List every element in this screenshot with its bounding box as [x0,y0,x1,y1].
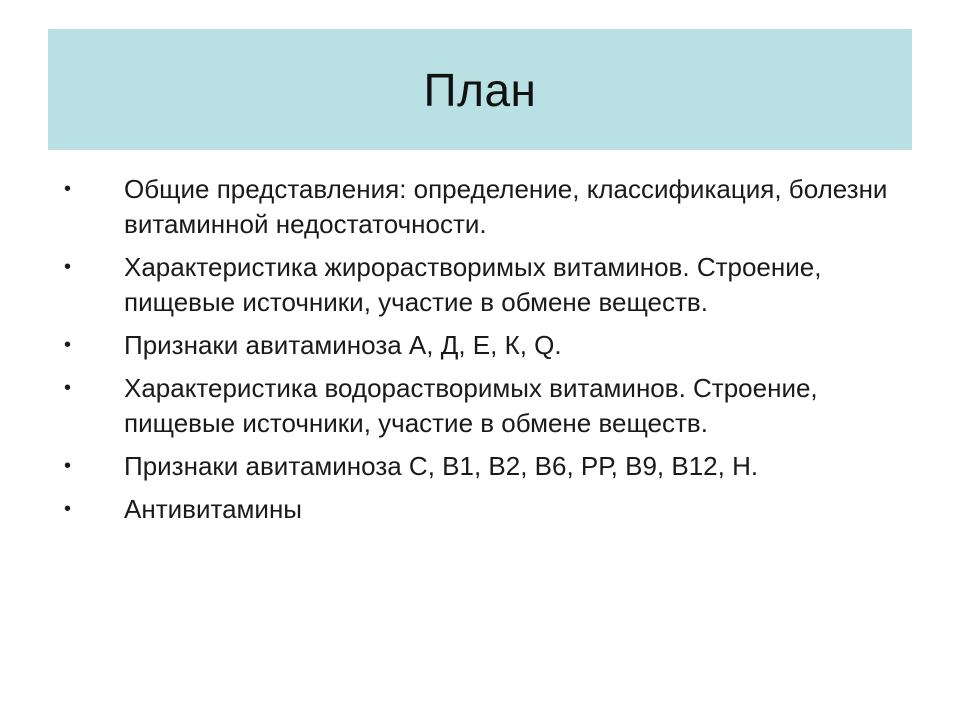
bullet-text: Характеристика жирорастворимых витаминов. Строение, пищевые источники, участие в обмене веществ. [124,252,822,317]
bullet-dot-icon: • [64,377,72,399]
bullet-dot-icon: • [64,178,72,200]
bullet-text: Антивитамины [124,494,302,524]
bullet-item-6 [60,492,920,527]
bullet-item-3 [60,328,920,363]
bullet-dot-icon: • [64,334,72,356]
bullet-item-1 [60,172,920,242]
bullet-text: Признаки авитаминоза С, В1, В2, В6, РР, В9, В12, Н. [124,451,759,481]
bullet-dot-icon: • [64,498,72,520]
bullet-item-5 [60,449,920,484]
bullet-list [60,172,920,535]
bullet-item-2 [60,250,920,320]
bullet-dot-icon: • [64,455,72,477]
title-bar [48,29,912,150]
bullet-item-4 [60,371,920,441]
bullet-text: Общие представления: определение, классификация, болезни витаминной недостаточности. [124,174,888,239]
bullet-text: Признаки авитаминоза А, Д, Е, К, Q. [124,330,562,360]
bullet-text: Характеристика водорастворимых витаминов. Строение, пищевые источники, участие в обмене веществ. [124,373,818,438]
slide-title: План [423,63,537,116]
bullet-dot-icon: • [64,256,72,278]
